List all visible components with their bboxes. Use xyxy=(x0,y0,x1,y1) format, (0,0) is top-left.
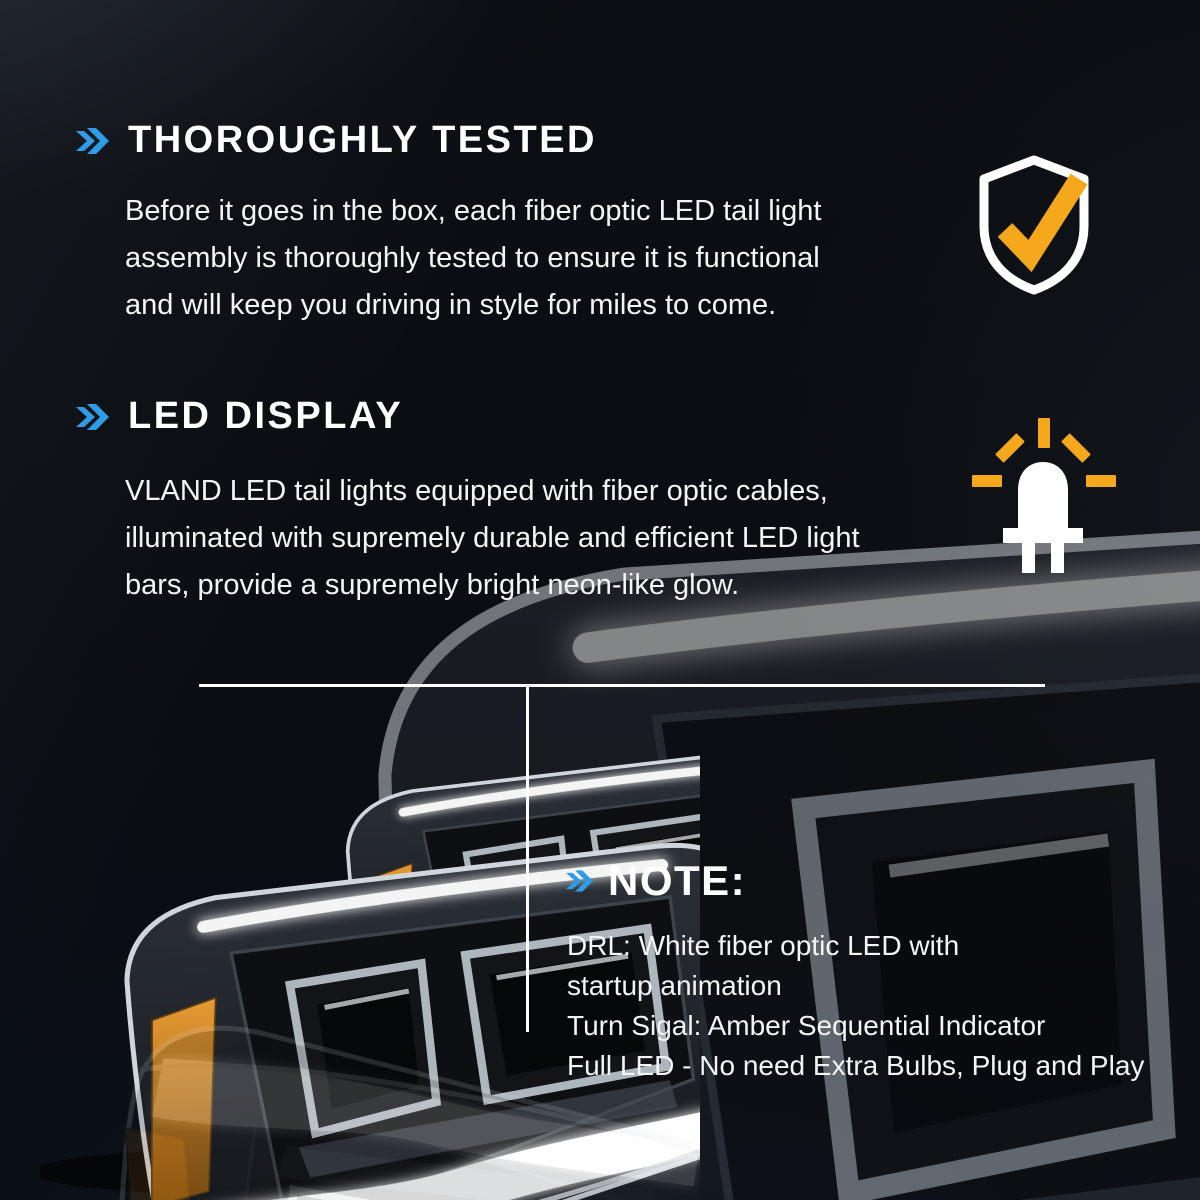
note-line-1: DRL: White fiber optic LED with xyxy=(567,930,960,961)
led-body xyxy=(125,468,860,609)
chevron-arrow-icon xyxy=(76,404,109,430)
chevron-arrow-icon xyxy=(566,869,593,893)
led-line-1: VLAND LED tail lights equipped with fiber optic cables, xyxy=(125,475,828,507)
tested-line-2: assembly is thoroughly tested to ensure it is functional xyxy=(125,242,820,274)
note-line-3: Turn Sigal: Amber Sequential Indicator xyxy=(567,1010,1046,1041)
note-heading-row xyxy=(566,858,746,904)
vertical-divider xyxy=(526,684,529,1032)
note-line-2: startup animation xyxy=(567,970,782,1001)
led-line-3: bars, provide a supremely bright neon-like glow. xyxy=(125,569,740,601)
tested-line-3: and will keep you driving in style for miles to come. xyxy=(125,289,777,321)
horizontal-divider xyxy=(199,684,1045,687)
led-heading-row xyxy=(76,396,403,438)
led-bulb-icon xyxy=(958,400,1130,580)
tested-line-1: Before it goes in the box, each fiber optic LED tail light xyxy=(125,195,822,227)
tested-heading-row xyxy=(76,120,597,162)
note-line-4: Full LED - No need Extra Bulbs, Plug and Play xyxy=(567,1050,1145,1081)
tested-heading: THOROUGHLY TESTED xyxy=(128,119,597,161)
note-body xyxy=(567,926,1144,1086)
note-heading: NOTE: xyxy=(608,857,747,904)
led-line-2: illuminated with supremely durable and efficient LED light xyxy=(125,522,860,554)
led-heading: LED DISPLAY xyxy=(128,395,404,437)
shield-check-icon xyxy=(972,148,1096,298)
tested-body xyxy=(125,188,821,329)
chevron-arrow-icon xyxy=(76,128,109,154)
